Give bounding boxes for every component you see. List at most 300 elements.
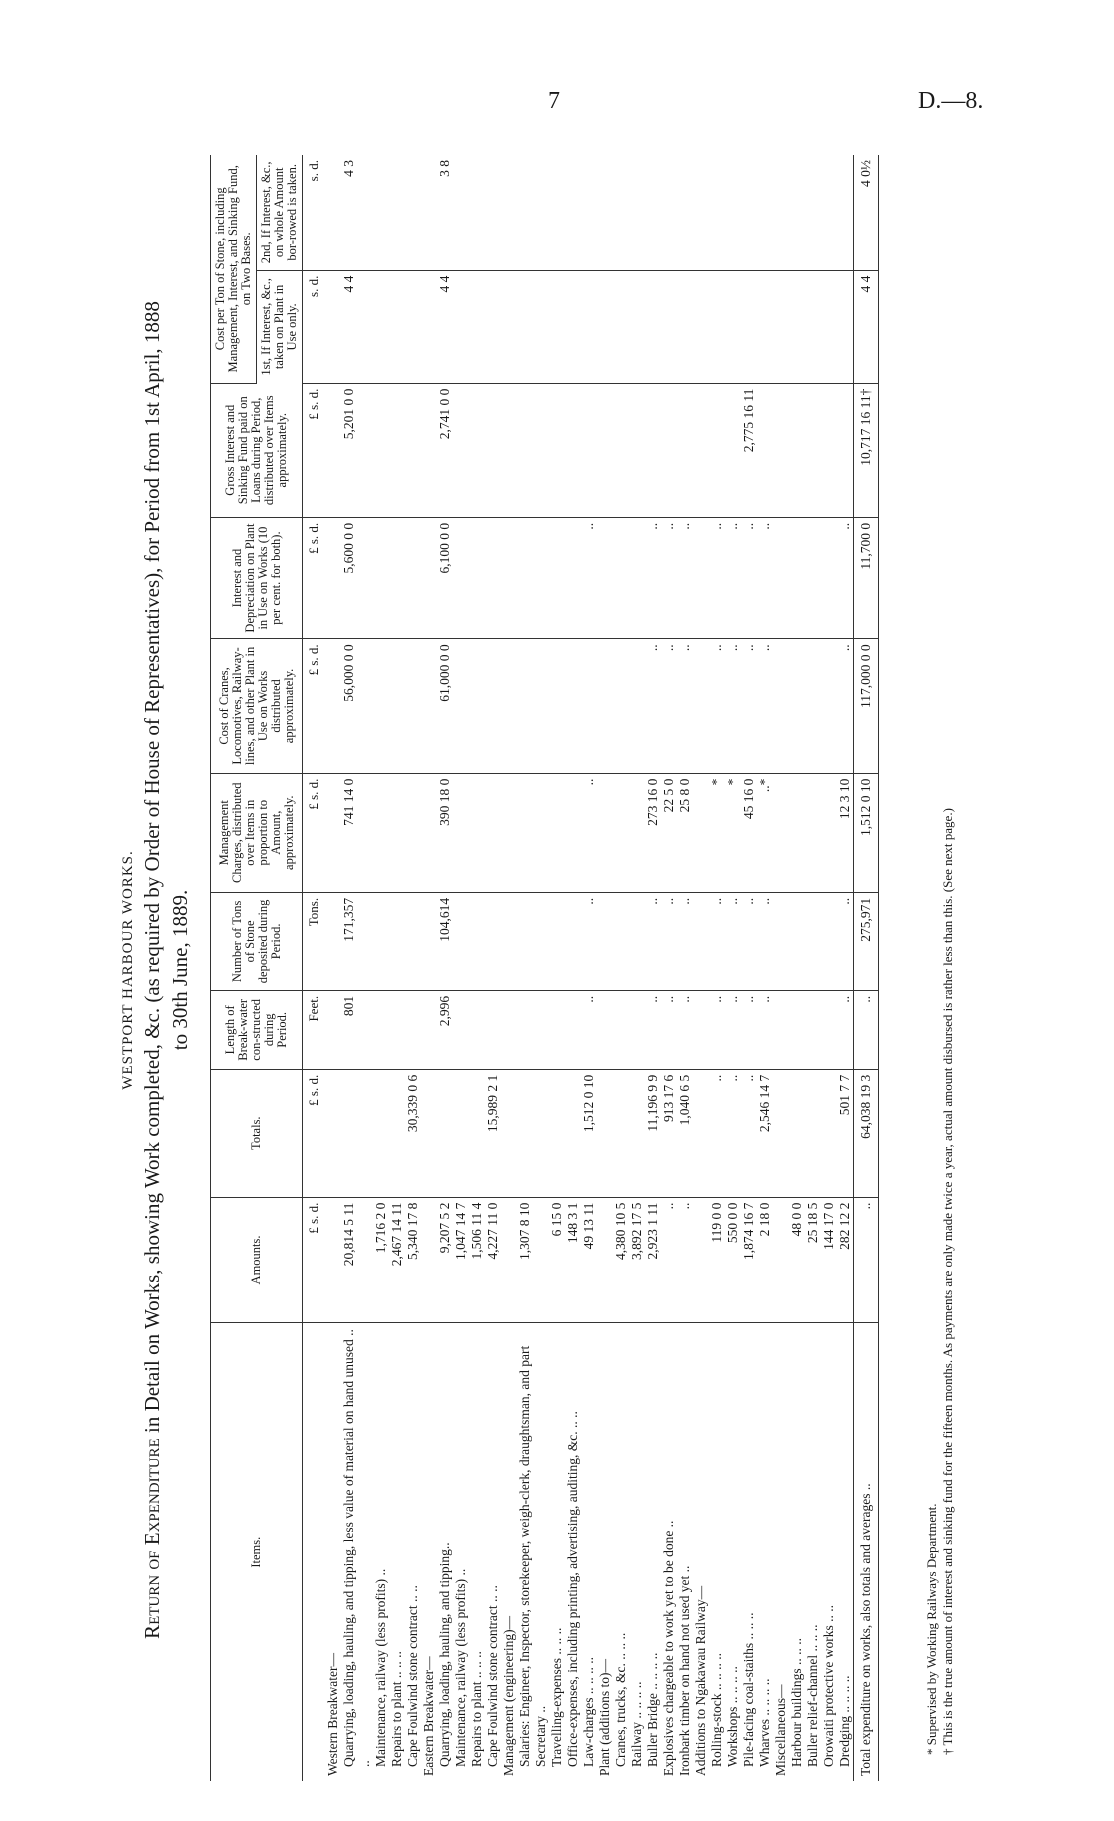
cell-interest — [469, 517, 485, 638]
cell-total: .. — [725, 1069, 741, 1197]
cell-amount: 20,814 5 11 — [341, 1197, 373, 1323]
cell-cranes — [565, 639, 581, 773]
row-item: Buller Bridge .. .. .. .. — [645, 1652, 660, 1767]
cell-interest — [405, 517, 421, 638]
cell-mgmt — [485, 773, 501, 892]
cell-total: 2,546 14 7 — [757, 1069, 773, 1197]
cell-tons — [453, 892, 469, 990]
cell-gross: 5,201 0 0 — [341, 383, 373, 517]
cell-gross — [581, 383, 597, 517]
cell-interest — [549, 517, 565, 638]
cell-cranes — [389, 639, 405, 773]
cell-mgmt: ..* — [757, 773, 773, 892]
cell-c2 — [773, 155, 789, 270]
cell-tons: .. — [741, 892, 757, 990]
cell-amount: 6 15 0 — [549, 1197, 565, 1323]
cell-c1 — [629, 270, 645, 383]
table-row — [453, 155, 469, 1781]
cell-c2 — [501, 155, 517, 270]
return-title-rest: in Detail on Works, showing Work completed, &c. (as required by Order of House of Representatives), for Period from 1st April, 1888 — [140, 301, 164, 1439]
cell-c1 — [389, 270, 405, 383]
cell-c2 — [581, 155, 597, 270]
table-row — [837, 155, 854, 1781]
header-length: Length of Break-water con-structed during Period. — [211, 990, 303, 1069]
cell-tons — [789, 892, 805, 990]
cell-tons: .. — [725, 892, 741, 990]
cell-c1 — [517, 270, 549, 383]
cell-total — [821, 1069, 837, 1197]
cell-length — [517, 990, 549, 1069]
cell-c1 — [725, 270, 741, 383]
cell-c1 — [421, 270, 437, 383]
cell-tons — [501, 892, 517, 990]
cell-interest — [805, 517, 821, 638]
cell-gross — [613, 383, 629, 517]
cell-amount: 282 12 2 — [837, 1197, 854, 1323]
cell-gross — [373, 383, 389, 517]
cell-amount: .. — [677, 1197, 693, 1323]
heading: WESTPORT HARBOUR WORKS. — [120, 850, 136, 1090]
cell-c1 — [613, 270, 629, 383]
cell-length — [773, 990, 789, 1069]
cell-amount — [693, 1197, 709, 1323]
cell-tons — [693, 892, 709, 990]
cell-length — [613, 990, 629, 1069]
cell-interest — [693, 517, 709, 638]
cell-amount: 1,716 2 0 — [373, 1197, 389, 1323]
row-item: Repairs to plant .. .. .. — [469, 1651, 484, 1767]
cell-c2 — [693, 155, 709, 270]
cell-c1 — [597, 270, 613, 383]
cell-total: .. — [741, 1069, 757, 1197]
cell-gross — [629, 383, 645, 517]
cell-mgmt — [469, 773, 485, 892]
cell-c1 — [693, 270, 709, 383]
cell-mgmt — [693, 773, 709, 892]
cell-c2 — [805, 155, 821, 270]
cell-interest — [389, 517, 405, 638]
unit-gross: £ s. d. — [303, 383, 326, 517]
row-item: Additions to Ngakawau Railway— — [693, 1585, 708, 1776]
cell-tons: .. — [581, 892, 597, 990]
cell-gross — [389, 383, 405, 517]
cell-mgmt: * — [709, 773, 725, 892]
row-item: Pile-facing coal-staiths .. .. .. — [741, 1612, 756, 1767]
row-item: Miscellaneous— — [773, 1684, 788, 1776]
cell-gross — [549, 383, 565, 517]
row-item: Western Breakwater— — [325, 1653, 340, 1776]
cell-amount — [597, 1197, 613, 1323]
cell-interest — [421, 517, 437, 638]
cell-mgmt — [389, 773, 405, 892]
cell-gross — [517, 383, 549, 517]
table-row — [549, 155, 565, 1781]
cell-gross — [469, 383, 485, 517]
unit-first: s. d. — [303, 270, 326, 383]
row-item: Buller relief-channel .. .. .. — [805, 1624, 820, 1767]
cell-gross — [501, 383, 517, 517]
cell-c2 — [485, 155, 501, 270]
unit-amounts: £ s. d. — [303, 1197, 326, 1323]
cell-gross — [725, 383, 741, 517]
cell-c1 — [757, 270, 773, 383]
cell-gross — [837, 383, 854, 517]
row-item: Railway .. .. .. .. — [629, 1681, 644, 1767]
cell-length — [629, 990, 645, 1069]
page-number: 7 — [548, 88, 560, 114]
cell-c2 — [453, 155, 469, 270]
cell-total — [517, 1069, 549, 1197]
cell-amount — [501, 1197, 517, 1323]
cell-c1 — [453, 270, 469, 383]
cell-cranes: .. — [757, 639, 773, 773]
cell-mgmt: 12 3 10 — [837, 773, 854, 892]
cell-length — [421, 990, 437, 1069]
footnote: * Supervised by Working Railways Department. — [924, 1503, 939, 1755]
cell-gross — [805, 383, 821, 517]
cell-mgmt — [421, 773, 437, 892]
cell-length — [453, 990, 469, 1069]
table-row — [341, 155, 373, 1781]
cell-cranes: .. — [709, 639, 725, 773]
table-row — [565, 155, 581, 1781]
cell-c1 — [837, 270, 854, 383]
cell-tons — [629, 892, 645, 990]
cell-total: 1,040 6 5 — [677, 1069, 693, 1197]
cell-mgmt: 1,512 0 10 — [854, 773, 879, 892]
cell-tons — [469, 892, 485, 990]
table-row — [613, 155, 629, 1781]
table-row — [581, 155, 597, 1781]
row-item: Cape Foulwind stone contract .. .. — [485, 1585, 500, 1767]
table-row — [709, 155, 725, 1781]
cell-total: 501 7 7 — [837, 1069, 854, 1197]
cell-total: 64,038 19 3 — [854, 1069, 879, 1197]
cell-c1 — [581, 270, 597, 383]
cell-mgmt: 22 5 0 — [661, 773, 677, 892]
cell-tons — [805, 892, 821, 990]
row-item: Dredging .. .. .. .. — [837, 1675, 852, 1767]
cell-c2 — [597, 155, 613, 270]
cell-cranes: 56,000 0 0 — [341, 639, 373, 773]
cell-mgmt: 273 16 0 — [645, 773, 661, 892]
cell-c2: 4 3 — [341, 155, 373, 270]
cell-c2 — [373, 155, 389, 270]
cell-c1 — [645, 270, 661, 383]
cell-total — [773, 1069, 789, 1197]
cell-c1 — [741, 270, 757, 383]
cell-tons: .. — [645, 892, 661, 990]
totals-row — [854, 155, 879, 1781]
cell-interest — [517, 517, 549, 638]
cell-c2 — [421, 155, 437, 270]
cell-tons — [565, 892, 581, 990]
cell-cranes: .. — [837, 639, 854, 773]
header-totals: Totals. — [211, 1069, 303, 1197]
table-row — [741, 155, 757, 1781]
cell-amount: 1,307 8 10 — [517, 1197, 549, 1323]
unit-management: £ s. d. — [303, 773, 326, 892]
cell-length — [405, 990, 421, 1069]
cell-mgmt: 741 14 0 — [341, 773, 373, 892]
cell-total — [597, 1069, 613, 1197]
cell-length — [325, 990, 341, 1069]
cell-cranes — [789, 639, 805, 773]
cell-amount: 1,874 16 7 — [741, 1197, 757, 1323]
cell-tons: .. — [837, 892, 854, 990]
cell-c1 — [469, 270, 485, 383]
cell-gross — [597, 383, 613, 517]
cell-tons — [517, 892, 549, 990]
cell-c2 — [709, 155, 725, 270]
cell-cranes — [613, 639, 629, 773]
return-period: to 30th June, 1889. — [168, 889, 192, 1051]
cell-cranes — [629, 639, 645, 773]
cell-interest — [629, 517, 645, 638]
header-items: Items. — [211, 1323, 303, 1781]
row-item: Cape Foulwind stone contract .. .. — [405, 1585, 420, 1767]
row-item: Harbour buildings .. .. .. — [789, 1638, 804, 1767]
row-item: Quarrying, loading, hauling, and tipping, less value of material on hand unused .. .. — [341, 1329, 372, 1767]
cell-mgmt — [597, 773, 613, 892]
cell-tons: .. — [661, 892, 677, 990]
footnotes — [924, 808, 956, 1755]
cell-amount: 1,506 11 4 — [469, 1197, 485, 1323]
cell-amount: 119 0 0 — [709, 1197, 725, 1323]
cell-length: .. — [645, 990, 661, 1069]
cell-cranes: 61,000 0 0 — [437, 639, 453, 773]
cell-c1 — [485, 270, 501, 383]
cell-tons — [325, 892, 341, 990]
cell-gross: 2,775 16 11 — [741, 383, 757, 517]
cell-cranes: 117,000 0 0 — [854, 639, 879, 773]
cell-mgmt — [565, 773, 581, 892]
cell-interest: .. — [757, 517, 773, 638]
table-row — [517, 155, 549, 1781]
cell-c2 — [661, 155, 677, 270]
table-row — [805, 155, 821, 1781]
cell-amount: 2,923 1 11 — [645, 1197, 661, 1323]
cell-c1 — [805, 270, 821, 383]
cell-length: .. — [725, 990, 741, 1069]
cell-tons: .. — [709, 892, 725, 990]
cell-mgmt — [805, 773, 821, 892]
cell-tons — [373, 892, 389, 990]
cell-tons — [821, 892, 837, 990]
row-item: Workshops .. .. .. .. — [725, 1666, 740, 1767]
cell-cranes — [597, 639, 613, 773]
header-gross: Gross Interest and Sinking Fund paid on Loans during Period, distributed over Items approximately. — [211, 383, 303, 517]
cell-gross — [421, 383, 437, 517]
cell-gross — [677, 383, 693, 517]
unit-cranes: £ s. d. — [303, 639, 326, 773]
cell-interest — [373, 517, 389, 638]
row-item: Law-charges .. .. .. .. — [581, 1657, 596, 1767]
unit-second: s. d. — [303, 155, 326, 270]
cell-mgmt — [373, 773, 389, 892]
cell-interest — [453, 517, 469, 638]
cell-amount: 5,340 17 8 — [405, 1197, 421, 1323]
cell-cranes — [373, 639, 389, 773]
cell-c1: 4 4 — [341, 270, 373, 383]
cell-amount: 3,892 17 5 — [629, 1197, 645, 1323]
cell-c1 — [373, 270, 389, 383]
cell-length — [597, 990, 613, 1069]
table-row — [677, 155, 693, 1781]
document-reference: D.—8. — [918, 88, 984, 114]
cell-c1: 4 4 — [854, 270, 879, 383]
cell-length — [565, 990, 581, 1069]
row-item: Ironbark timber on hand not used yet .. — [677, 1565, 692, 1776]
units-row — [303, 155, 326, 1781]
cell-cranes — [549, 639, 565, 773]
cell-c2 — [821, 155, 837, 270]
cell-mgmt — [789, 773, 805, 892]
header-cranes: Cost of Cranes, Locomotives, Railway-lines, and other Plant in Use on Works distributed approximately. — [211, 639, 303, 773]
cell-interest: .. — [709, 517, 725, 638]
cell-c2 — [629, 155, 645, 270]
row-item: Salaries: Engineer, Inspector, storekeeper, weigh-clerk, draughtsman, and part Secretary .. — [517, 1345, 548, 1767]
cell-gross — [325, 383, 341, 517]
cell-tons — [485, 892, 501, 990]
cell-interest: 11,700 0 — [854, 517, 879, 638]
cell-amount: 4,227 11 0 — [485, 1197, 501, 1323]
cell-amount: 2,467 14 11 — [389, 1197, 405, 1323]
cell-gross — [565, 383, 581, 517]
cell-total: 913 17 6 — [661, 1069, 677, 1197]
cell-gross — [789, 383, 805, 517]
cell-cranes — [805, 639, 821, 773]
cell-c2 — [405, 155, 421, 270]
table-row — [437, 155, 453, 1781]
cell-amount — [773, 1197, 789, 1323]
cell-cranes: .. — [677, 639, 693, 773]
cell-interest — [613, 517, 629, 638]
cell-c1 — [501, 270, 517, 383]
cell-gross: 10,717 16 11† — [854, 383, 879, 517]
cell-length: .. — [741, 990, 757, 1069]
table-row — [629, 155, 645, 1781]
row-item: Management (engineering)— — [501, 1615, 516, 1776]
cell-tons: 171,357 — [341, 892, 373, 990]
cell-interest: .. — [725, 517, 741, 638]
cell-tons: 104,614 — [437, 892, 453, 990]
return-title — [140, 145, 165, 1795]
cell-c1 — [821, 270, 837, 383]
cell-interest: .. — [741, 517, 757, 638]
rotated-return-table — [118, 145, 1010, 1795]
cell-length — [485, 990, 501, 1069]
cell-length — [821, 990, 837, 1069]
cell-cranes — [501, 639, 517, 773]
cell-amount: 4,380 10 5 — [613, 1197, 629, 1323]
cell-mgmt — [517, 773, 549, 892]
row-item: Explosives chargeable to work yet to be done .. — [661, 1520, 676, 1776]
cell-cranes — [453, 639, 469, 773]
table-row — [485, 155, 501, 1781]
cell-length: .. — [581, 990, 597, 1069]
cell-cranes: .. — [741, 639, 757, 773]
cell-length: .. — [677, 990, 693, 1069]
cell-mgmt — [501, 773, 517, 892]
cell-interest — [325, 517, 341, 638]
cell-gross — [453, 383, 469, 517]
row-item: Office-expenses, including printing, advertising, auditing, &c. .. .. — [565, 1411, 580, 1767]
row-item: Travelling-expenses .. .. .. — [549, 1627, 564, 1767]
return-title-lead: Return of Expenditure — [140, 1438, 164, 1639]
cell-total — [501, 1069, 517, 1197]
cell-mgmt: * — [725, 773, 741, 892]
cell-mgmt — [325, 773, 341, 892]
cell-total — [613, 1069, 629, 1197]
cell-interest: .. — [645, 517, 661, 638]
cell-gross — [405, 383, 421, 517]
cell-length: .. — [661, 990, 677, 1069]
cell-amount — [421, 1197, 437, 1323]
cell-tons — [421, 892, 437, 990]
cell-length — [693, 990, 709, 1069]
cell-c2: 3 8 — [437, 155, 453, 270]
cell-amount: .. — [661, 1197, 677, 1323]
row-item: Rolling-stock .. .. .. .. — [709, 1653, 724, 1767]
table-row — [645, 155, 661, 1781]
header-amounts: Amounts. — [211, 1197, 303, 1323]
cell-mgmt — [613, 773, 629, 892]
cell-length: 801 — [341, 990, 373, 1069]
cell-gross — [709, 383, 725, 517]
cell-length — [469, 990, 485, 1069]
cell-total — [565, 1069, 581, 1197]
cell-cranes: .. — [725, 639, 741, 773]
cell-gross — [661, 383, 677, 517]
cell-length — [389, 990, 405, 1069]
cell-mgmt: 25 8 0 — [677, 773, 693, 892]
table-row — [421, 155, 437, 1781]
cell-gross — [485, 383, 501, 517]
row-item: Maintenance, railway (less profits) .. — [373, 1568, 388, 1767]
cell-length: .. — [837, 990, 854, 1069]
cell-c1 — [677, 270, 693, 383]
cell-amount: 48 0 0 — [789, 1197, 805, 1323]
cell-mgmt — [629, 773, 645, 892]
cell-amount: 1,047 14 7 — [453, 1197, 469, 1323]
cell-tons — [405, 892, 421, 990]
cell-tons — [613, 892, 629, 990]
cell-amount: 144 17 0 — [821, 1197, 837, 1323]
cell-mgmt — [405, 773, 421, 892]
cell-c2 — [549, 155, 565, 270]
table-row — [773, 155, 789, 1781]
cell-total — [805, 1069, 821, 1197]
cell-cranes — [485, 639, 501, 773]
row-item: Wharves .. .. .. .. — [757, 1678, 772, 1767]
table-row — [821, 155, 837, 1781]
cell-interest — [501, 517, 517, 638]
table-row — [501, 155, 517, 1781]
cell-length: .. — [709, 990, 725, 1069]
cell-total — [421, 1069, 437, 1197]
cell-mgmt — [453, 773, 469, 892]
expenditure-table — [210, 155, 879, 1781]
cell-gross — [821, 383, 837, 517]
cell-total — [373, 1069, 389, 1197]
cell-c2 — [789, 155, 805, 270]
cell-c1: 4 4 — [437, 270, 453, 383]
cell-c1 — [565, 270, 581, 383]
cell-c1 — [325, 270, 341, 383]
cell-c2 — [389, 155, 405, 270]
cell-tons — [549, 892, 565, 990]
